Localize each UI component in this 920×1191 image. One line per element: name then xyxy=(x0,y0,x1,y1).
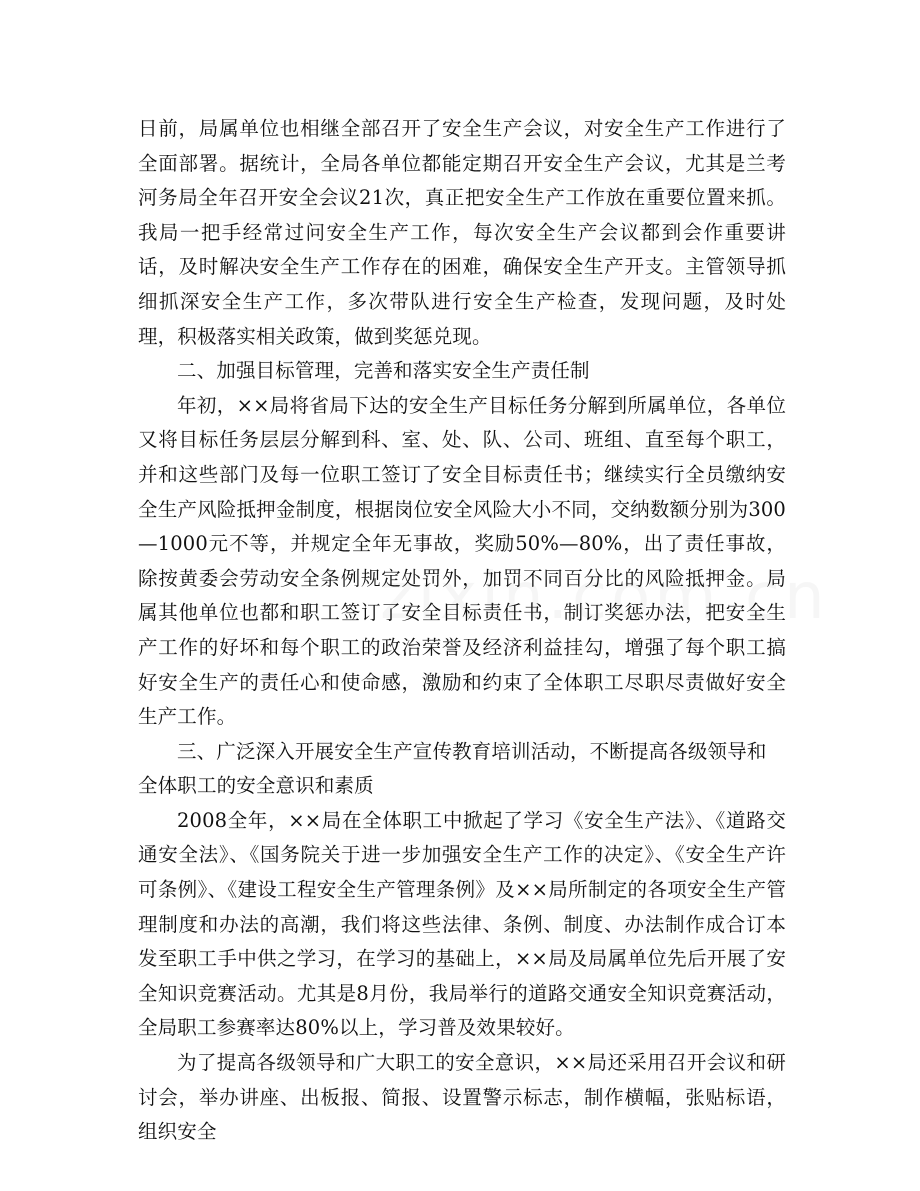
section-heading-3: 三、广泛深入开展安全生产宣传教育培训活动，不断提高各级领导和全体职工的安全意识和素质 xyxy=(138,739,767,798)
section-heading-2: 二、加强目标管理，完善和落实安全生产责任制 xyxy=(177,359,590,383)
document-body xyxy=(138,112,786,1150)
paragraph-4: 为了提高各级领导和广大职工的安全意识，××局还采用召开会议和研讨会，举办讲座、出板报、简报、设置警示标志，制作横幅，张贴标语，组织安全 xyxy=(138,1051,786,1144)
paragraph-1: 日前，局属单位也相继全部召开了安全生产会议，对安全生产工作进行了全面部署。据统计，全局各单位都能定期召开安全生产会议，尤其是兰考河务局全年召开安全会议21次，真正把安全生产工作放在重要位置来抓。我局一把手经常过问安全生产工作，每次安全生产会议都到会作重要讲话，及时解决安全生产工作存在的困难，确保安全生产开支。主管领导抓细抓深安全生产工作，多次带队进行安全生产检查，发现问题，及时处理，积极落实相关政策，做到奖惩兑现。 xyxy=(138,117,786,348)
paragraph-2: 年初，××局将省局下达的安全生产目标任务分解到所属单位，各单位又将目标任务层层分解到科、室、处、队、公司、班组、直至每个职工，并和这些部门及每一位职工签订了安全目标责任书；继续实行全员缴纳安全生产风险抵押金制度，根据岗位安全风险大小不同，交纳数额分别为300—1000元不等，并规定全年无事故，奖励50%—80%，出了责任事故，除按黄委会劳动安全条例规定处罚外，加罚不同百分比的风险抵押金。局属其他单位也都和职工签订了安全目标责任书，制订奖惩办法，把安全生产工作的好坏和每个职工的政治荣誉及经济利益挂勾，增强了每个职工搞好安全生产的责任心和使命感，激励和约束了全体职工尽职尽责做好安全生产工作。 xyxy=(138,393,786,729)
paragraph-3: 2008全年，××局在全体职工中掀起了学习《安全生产法》、《道路交通安全法》、《国务院关于进一步加强安全生产工作的决定》、《安全生产许可条例》、《建设工程安全生产管理条例》及××局所制定的各项安全生产管理制度和办法的高潮，我们将这些法律、条例、制度、办法制作成合订本发至职工手中供之学习，在学习的基础上，××局及局属单位先后开展了安全知识竞赛活动。尤其是8月份，我局举行的道路交通安全知识竞赛活动，全局职工参赛率达80%以上，学习普及效果较好。 xyxy=(138,808,786,1040)
